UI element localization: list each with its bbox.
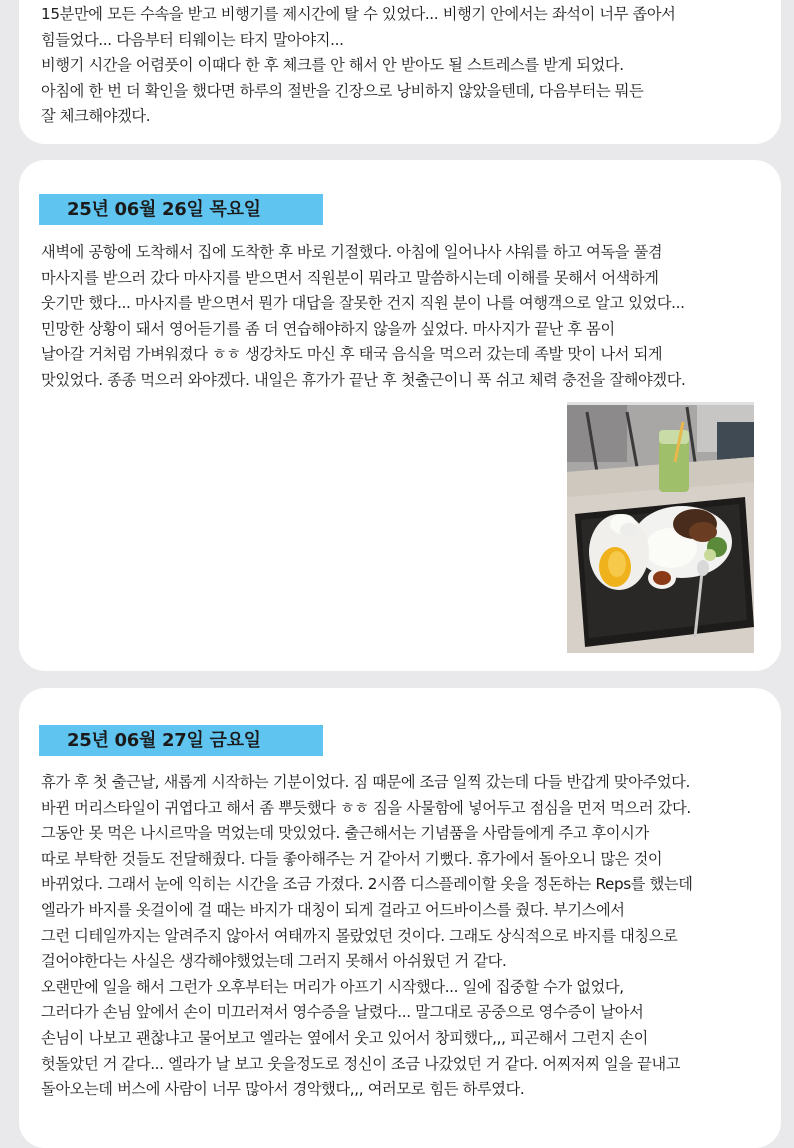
entry-line: 오랜만에 일을 해서 그런가 오후부터는 머리가 아프기 시작했다... 일에 집중할 수가 없었다, <box>41 977 624 996</box>
entry-line: 헛돌았던 거 같다... 엘라가 날 보고 웃을정도로 정신이 조금 나갔었던 거 같다. 어찌저찌 일을 끝내고 <box>41 1054 681 1073</box>
entry-line: 15분만에 모든 수속을 받고 비행기를 제시간에 탈 수 있었다... 비행기 안에서는 좌석이 너무 좁아서 <box>41 5 676 23</box>
entry-line: 아침에 한 번 더 확인을 했다면 하루의 절반을 긴장으로 낭비하지 않았을텐데, 다음부터는 뭐든 <box>41 81 644 100</box>
entry-line: 따로 부탁한 것들도 전달해줬다. 다들 좋아해주는 거 같아서 기뻤다. 휴가에서 돌아오니 많은 것이 <box>41 849 663 868</box>
entry-body <box>41 770 771 1103</box>
entry-line: 휴가 후 첫 출근날, 새롭게 시작하는 기분이었다. 짐 때문에 조금 일찍 갔는데 다들 반갑게 맞아주었다. <box>41 773 690 791</box>
entry-line: 비행기 시간을 어렴풋이 이때다 한 후 체크를 안 해서 안 받아도 될 스트레스를 받게 되었다. <box>41 56 624 75</box>
entry-line: 힘들었다... 다음부터 티웨이는 타지 말아야지... <box>41 30 344 49</box>
entry-date-heading: 25년 06월 26일 목요일 <box>39 194 323 225</box>
entry-line: 그동안 못 먹은 나시르막을 먹었는데 맛있었다. 출근해서는 기념품을 사람들에게 주고 후이시가 <box>41 824 649 843</box>
entry-line: 그런 디테일까지는 알려주지 않아서 여태까지 몰랐었던 것이다. 그래도 상식적으로 바지를 대칭으로 <box>41 926 678 945</box>
entry-line: 민망한 상황이 돼서 영어듣기를 좀 더 연습해야하지 않을까 싶었다. 마사지가 끝난 후 몸이 <box>41 319 615 338</box>
entry-line: 돌아오는데 버스에 사람이 너무 많아서 경악했다,,, 여러모로 힘든 하루였다. <box>41 1080 525 1099</box>
entry-line: 날아갈 거처럼 가벼워졌다 ㅎㅎ 생강차도 마신 후 태국 음식을 먹으러 갔는데 족발 맛이 나서 되게 <box>41 345 663 364</box>
entry-line: 잘 체크해야겠다. <box>41 107 151 126</box>
entry-line: 맛있었다. 종종 먹으러 와야겠다. 내일은 휴가가 끝난 후 첫출근이니 푹 쉬고 체력 충전을 잘해야겠다. <box>41 370 686 389</box>
entry-body <box>41 2 771 130</box>
diary-entry-card <box>19 688 781 1148</box>
entry-line: 새벽에 공항에 도착해서 집에 도착한 후 바로 기절했다. 아침에 일어나사 샤워를 하고 여독을 풀겸 <box>41 243 663 261</box>
diary-entry-card <box>19 160 781 671</box>
entry-line: 바뀌었다. 그래서 눈에 익히는 시간을 조금 가졌다. 2시쯤 디스플레이할 옷을 정돈하는 Reps를 했는데 <box>41 875 693 894</box>
entry-date-heading: 25년 06월 27일 금요일 <box>39 725 323 756</box>
entry-line: 엘라가 바지를 옷걸이에 걸 때는 바지가 대칭이 되게 걸라고 어드바이스를 줬다. 부기스에서 <box>41 900 625 919</box>
entry-body <box>41 240 771 394</box>
entry-line: 그러다가 손님 앞에서 손이 미끄러져서 영수증을 날렸다... 말그대로 공중으로 영수증이 날아서 <box>41 1003 644 1022</box>
entry-line: 걸어야한다는 사실은 생각해야했었는데 그러지 못해서 아쉬웠던 거 같다. <box>41 952 507 971</box>
entry-line: 웃기만 했다... 마사지를 받으면서 뭔가 대답을 잘못한 건지 직원 분이 나를 여행객으로 알고 있었다... <box>41 294 685 313</box>
food-photo <box>567 402 754 653</box>
entry-line: 바뀐 머리스타일이 귀엽다고 해서 좀 뿌듯했다 ㅎㅎ 짐을 사물함에 넣어두고 점심을 먼저 먹으러 갔다. <box>41 798 691 817</box>
entry-line: 손님이 나보고 괜찮냐고 물어보고 엘라는 옆에서 웃고 있어서 창피했다,,, 피곤해서 그런지 손이 <box>41 1028 648 1047</box>
diary-entry-card <box>19 0 781 144</box>
entry-line: 마사지를 받으러 갔다 마사지를 받으면서 직원분이 뭐라고 말씀하시는데 이해를 못해서 어색하게 <box>41 268 659 287</box>
